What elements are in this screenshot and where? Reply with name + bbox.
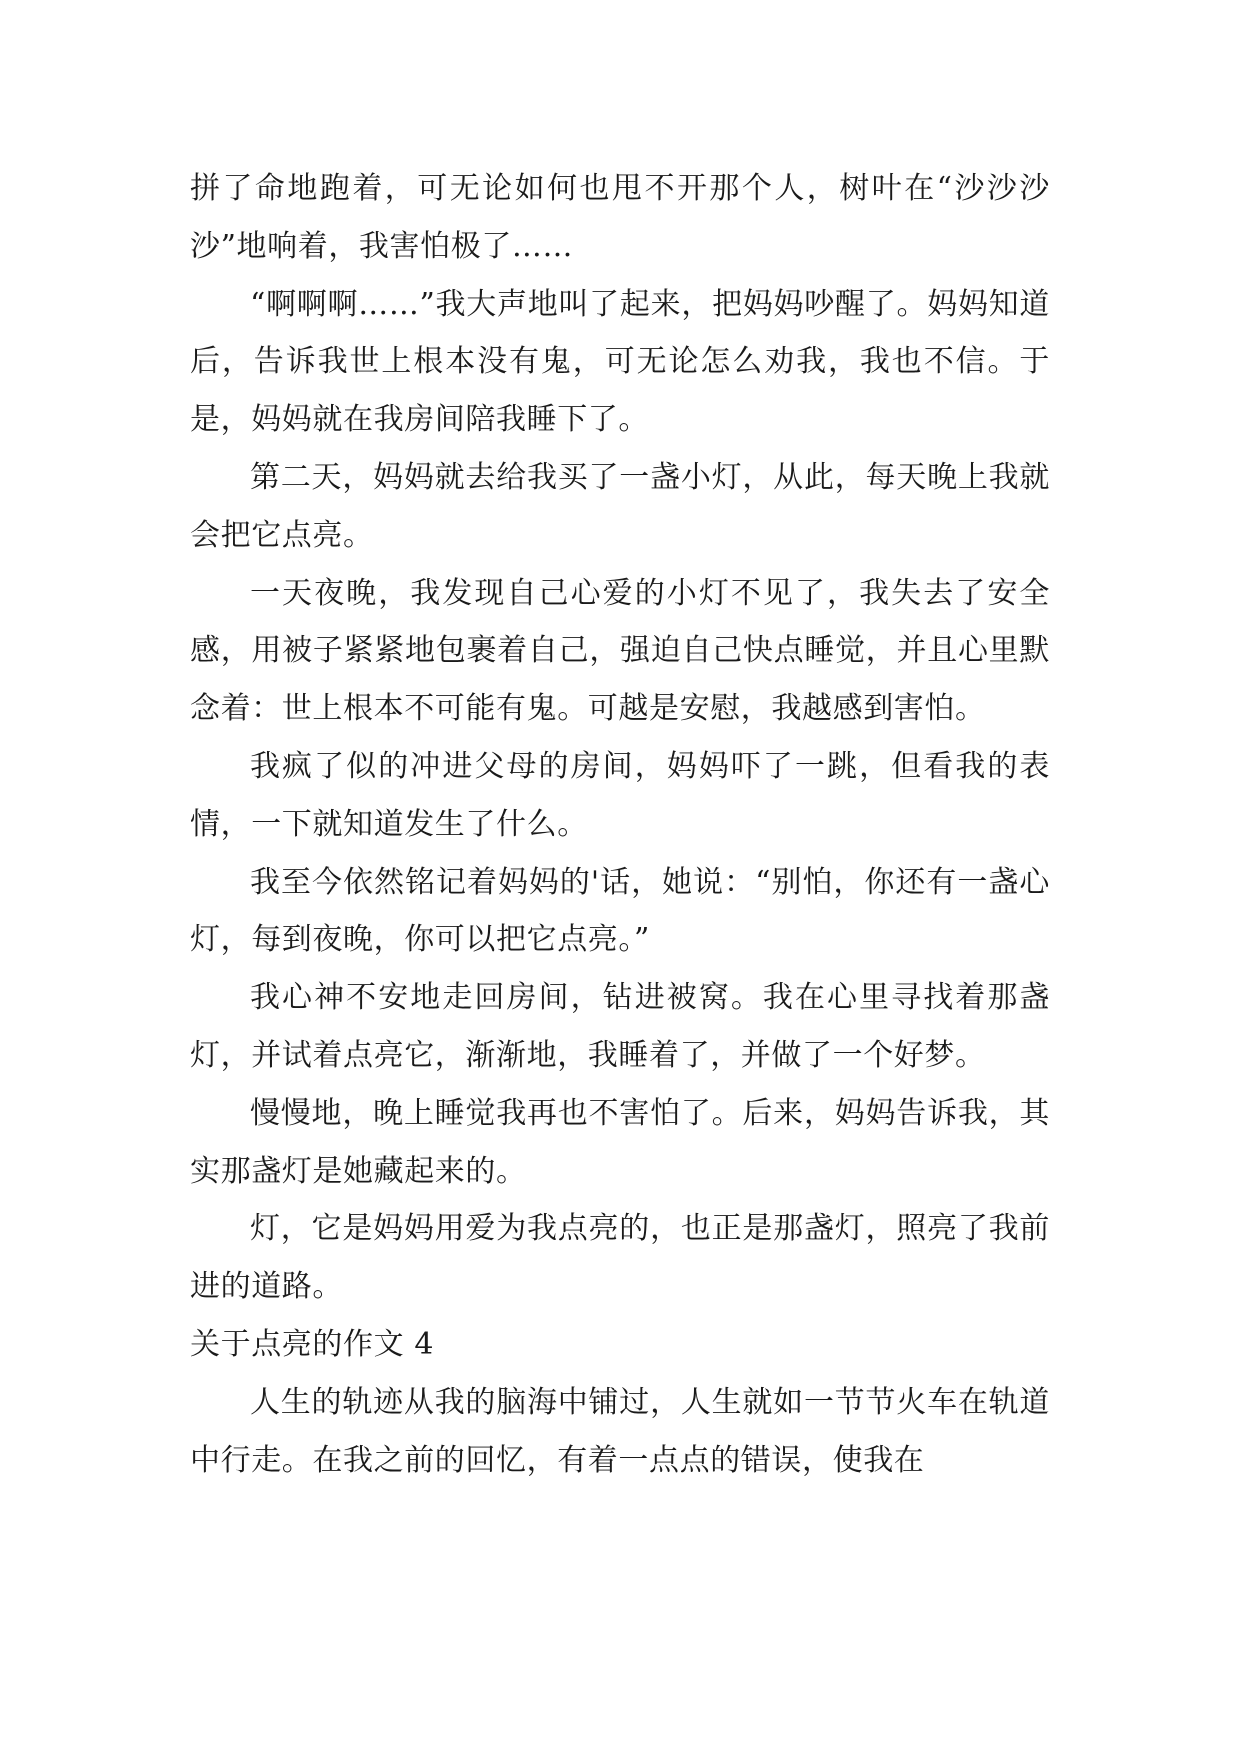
paragraph: 一天夜晚，我发现自己心爱的小灯不见了，我失去了安全感，用被子紧紧地包裹着自己，强迫自己快点睡觉，并且心里默念着：世上根本不可能有鬼。可越是安慰，我越感到害怕。: [190, 575, 1050, 727]
paragraph: 人生的轨迹从我的脑海中铺过，人生就如一节节火车在轨道中行走。在我之前的回忆，有着一点点的错误，使我在: [190, 1384, 1050, 1478]
document-body: [190, 160, 1050, 1489]
paragraph: 灯，它是妈妈用爱为我点亮的，也正是那盏灯，照亮了我前进的道路。: [190, 1211, 1050, 1305]
paragraph: 我至今依然铭记着妈妈的'话，她说：“别怕，你还有一盏心灯，每到夜晚，你可以把它点亮。”: [190, 864, 1050, 958]
paragraph: “啊啊啊……”我大声地叫了起来，把妈妈吵醒了。妈妈知道后，告诉我世上根本没有鬼，可无论怎么劝我，我也不信。于是，妈妈就在我房间陪我睡下了。: [190, 286, 1050, 438]
paragraph: 我疯了似的冲进父母的房间，妈妈吓了一跳，但看我的表情，一下就知道发生了什么。: [190, 748, 1050, 842]
paragraph: 拼了命地跑着，可无论如何也甩不开那个人，树叶在“沙沙沙沙”地响着，我害怕极了……: [190, 171, 1050, 264]
paragraph: 我心神不安地走回房间，钻进被窝。我在心里寻找着那盏灯，并试着点亮它，渐渐地，我睡着了，并做了一个好梦。: [190, 980, 1050, 1073]
section-heading: 关于点亮的作文 4: [190, 1326, 435, 1362]
paragraph: 第二天，妈妈就去给我买了一盏小灯，从此，每天晚上我就会把它点亮。: [190, 459, 1050, 553]
paragraph: 慢慢地，晚上睡觉我再也不害怕了。后来，妈妈告诉我，其实那盏灯是她藏起来的。: [190, 1095, 1050, 1189]
